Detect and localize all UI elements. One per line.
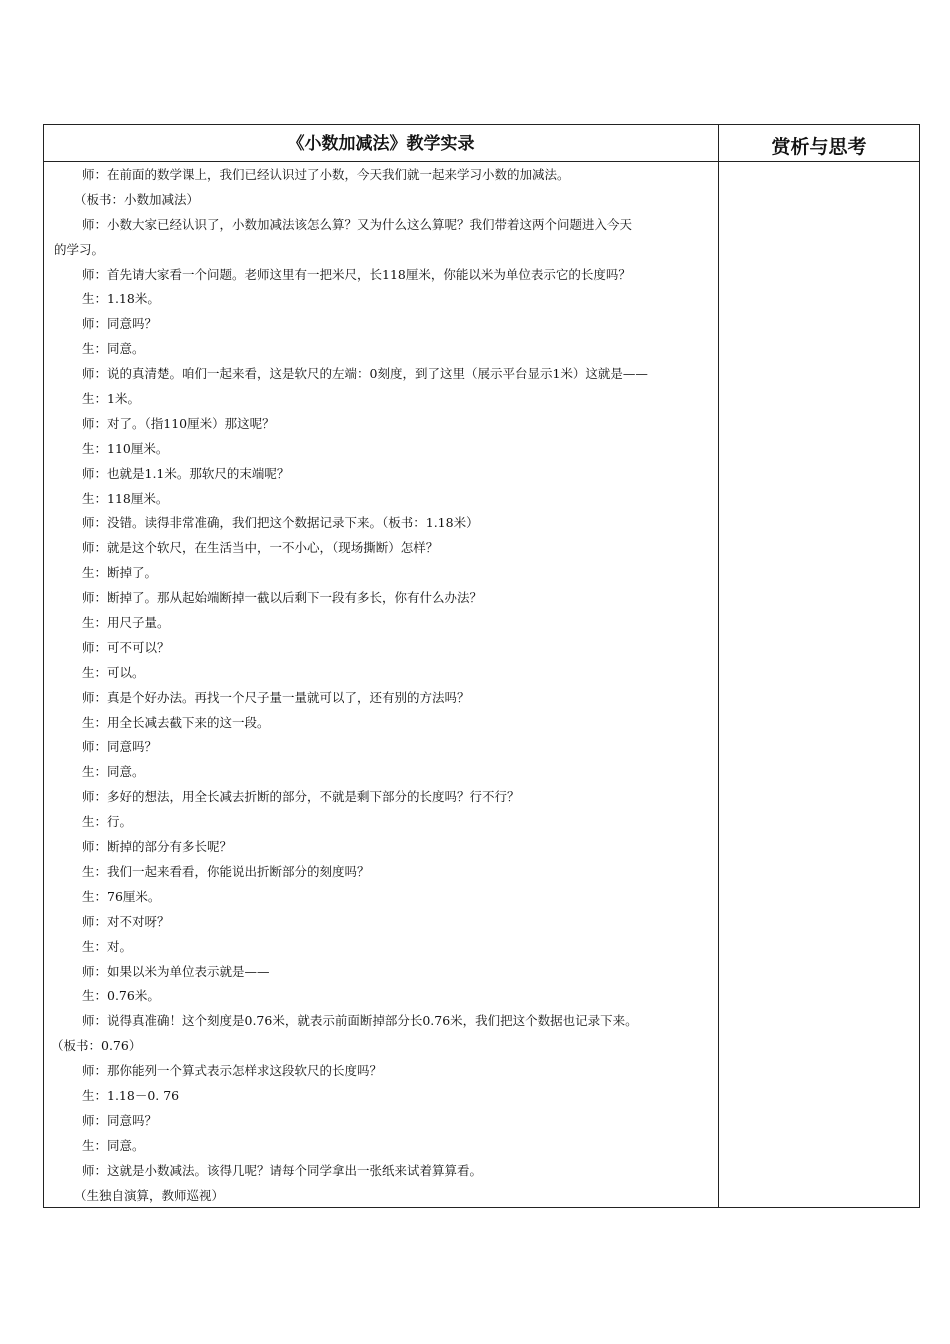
transcript-line: 生：断掉了。 [82,565,158,581]
transcript-line: 生：1米。 [82,391,140,407]
transcript-line: （生独自演算，教师巡视） [74,1187,225,1203]
transcript-line: 师：同意吗？ [82,1112,158,1128]
transcript-line: （板书：0.76） [51,1038,142,1054]
transcript-line: 师：断掉的部分有多长呢？ [82,839,233,855]
transcript-line: 生：76厘米。 [82,888,161,904]
transcript-line: 生：110厘米。 [82,440,169,456]
transcript-line: 生：118厘米。 [82,490,169,506]
transcript-line: 生：0.76米。 [82,988,160,1004]
transcript-line: 师：首先请大家看一个问题。老师这里有一把米尺，长118厘米，你能以米为单位表示它的长度吗？ [82,266,631,282]
transcript-line: 生：我们一起来看看，你能说出折断部分的刻度吗？ [82,863,370,879]
transcript-line: 师：这就是小数减法。该得几呢？请每个同学拿出一张纸来试着算算看。 [82,1162,483,1178]
transcript-line: 生：用尺子量。 [82,615,170,631]
transcript-line: 师：说的真清楚。咱们一起来看，这是软尺的左端：0刻度，到了这里（展示平台显示1米）这就是—— [82,366,648,382]
transcript-line: 生：行。 [82,814,133,830]
transcript-line: 生：同意。 [82,341,145,357]
transcript-line: 师：那你能列一个算式表示怎样求这段软尺的长度吗？ [82,1063,383,1079]
transcript-line: 师：如果以米为单位表示就是—— [82,963,270,979]
transcript-line: 师：同意吗？ [82,739,158,755]
column-divider [718,125,719,1207]
transcript-line: 师：说得真准确！这个刻度是0.76米，就表示前面断掉部分长0.76米，我们把这个数据也记录下来。 [82,1013,638,1029]
transcript-line: 生：用全长减去截下来的这一段。 [82,714,270,730]
lesson-record-table [43,124,920,1208]
transcript-line: 师：真是个好办法。再找一个尺子量一量就可以了，还有别的方法吗？ [82,689,470,705]
transcript-line: 生：1.18米。 [82,291,160,307]
transcript-line: 师：同意吗？ [82,316,158,332]
transcript-line: 师：对不对呀？ [82,913,170,929]
transcript-line: 生：1.18－0. 76 [82,1087,180,1103]
transcript-line: 师：对了。（指110厘米）那这呢？ [82,415,275,431]
transcript-line: 的学习。 [54,241,105,257]
transcript-line: （板书：小数加减法） [74,191,200,207]
transcript-line: 生：同意。 [82,764,145,780]
transcript-line: 师：在前面的数学课上，我们已经认识过了小数，今天我们就一起来学习小数的加减法。 [82,167,570,182]
table-header-row [44,125,919,162]
transcript-line: 生：可以。 [82,664,145,680]
transcript-line: 师：小数大家已经认识了，小数加减法该怎么算？又为什么这么算呢？我们带着这两个问题进入今天 [82,216,633,232]
commentary-column-title: 赏析与思考 [771,136,867,158]
transcript-line: 师：没错。读得非常准确，我们把这个数据记录下来。（板书：1.18米） [82,515,479,531]
transcript-line: 生：对。 [82,938,133,954]
lesson-title: 《小数加减法》教学实录 [287,134,475,154]
transcript-line: 师：也就是1.1米。那软尺的末端呢？ [82,465,290,481]
transcript-line: 师：就是这个软尺，在生活当中，一不小心，（现场撕断）怎样？ [82,540,439,556]
transcript-line: 师：多好的想法，用全长减去折断的部分，不就是剩下部分的长度吗？行不行？ [82,789,520,805]
transcript-line: 师：可不可以？ [82,639,170,655]
transcript-line: 生：同意。 [82,1137,145,1153]
transcript-cell [44,163,718,1208]
transcript-line: 师：断掉了。那从起始端断掉一截以后剩下一段有多长，你有什么办法？ [82,590,483,606]
